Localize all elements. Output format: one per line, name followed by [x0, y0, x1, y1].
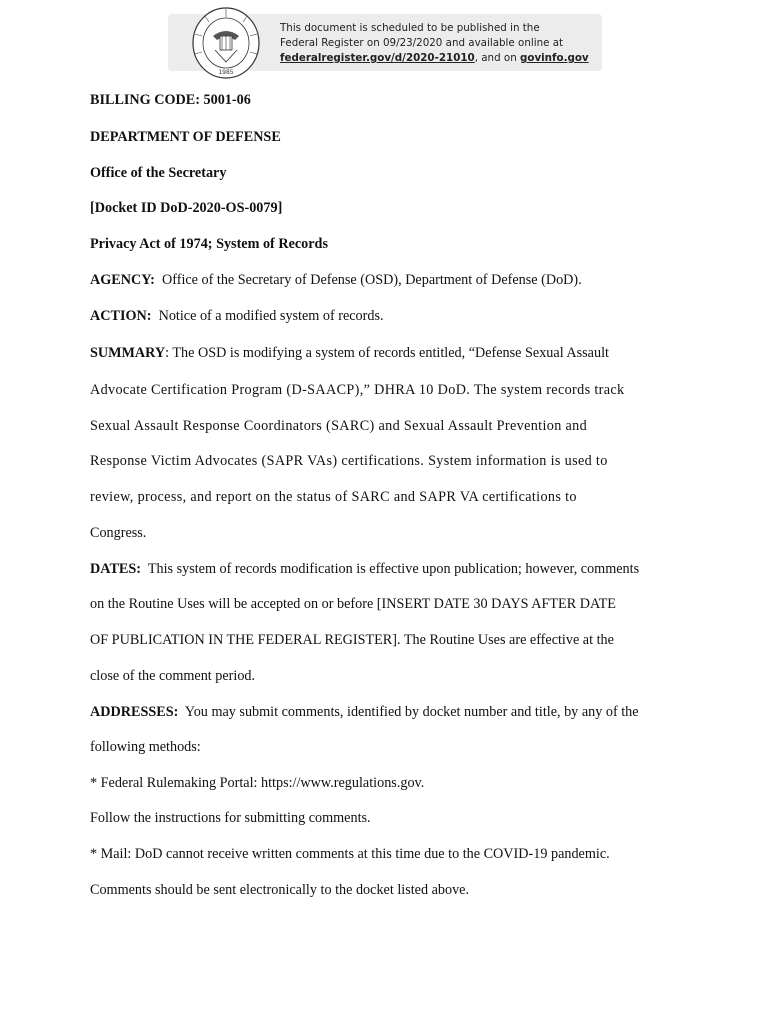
- dates-text-1: This system of records modification is effective upon publication; however, comments: [147, 561, 640, 577]
- summary-line-3: Sexual Assault Response Coordinators (SARC) and Sexual Assault Prevention and: [90, 418, 588, 434]
- banner-line-3: [280, 51, 600, 66]
- addresses-line-1: [90, 704, 639, 721]
- agency-label: AGENCY:: [90, 272, 155, 288]
- dates-line-1: [90, 561, 639, 578]
- federalregister-link[interactable]: federalregister.gov/d/2020-21010: [280, 52, 475, 64]
- electronic-comments: Comments should be sent electronically to the docket listed above.: [90, 882, 470, 898]
- summary-text-1: : The OSD is modifying a system of records entitled, “Defense Sexual Assault: [165, 345, 609, 361]
- document-title: Privacy Act of 1974; System of Records: [90, 236, 328, 252]
- portal-bullet: * Federal Rulemaking Portal: https://www.regulations.gov.: [90, 775, 425, 791]
- addresses-text-1: You may submit comments, identified by docket number and title, by any of the: [184, 704, 639, 720]
- agency-text: Office of the Secretary of Defense (OSD), Department of Defense (DoD).: [162, 272, 582, 288]
- summary-line-6: Congress.: [90, 525, 147, 541]
- action-paragraph: [90, 308, 384, 325]
- action-label: ACTION:: [90, 308, 152, 324]
- agency-paragraph: [90, 272, 582, 289]
- action-text: Notice of a modified system of records.: [158, 308, 384, 324]
- dates-line-3: OF PUBLICATION IN THE FEDERAL REGISTER]. The Routine Uses are effective at the: [90, 632, 614, 648]
- national-archives-seal-icon: [191, 6, 261, 80]
- banner-line-2: Federal Register on 09/23/2020 and available online at: [280, 37, 564, 49]
- dates-line-4: close of the comment period.: [90, 668, 256, 684]
- docket-id: [Docket ID DoD-2020-OS-0079]: [90, 200, 283, 216]
- summary-line-4: Response Victim Advocates (SAPR VAs) certifications. System information is used to: [90, 453, 608, 469]
- summary-label: SUMMARY: [90, 345, 166, 361]
- summary-line-5: review, process, and report on the status of SARC and SAPR VA certifications to: [90, 489, 577, 505]
- addresses-label: ADDRESSES:: [90, 704, 179, 720]
- banner-text: [280, 21, 600, 66]
- banner-line-1: This document is scheduled to be published in the: [280, 22, 540, 34]
- department-heading: DEPARTMENT OF DEFENSE: [90, 129, 281, 145]
- summary-line-2: Advocate Certification Program (D-SAACP),” DHRA 10 DoD. The system records track: [90, 382, 625, 398]
- billing-code: BILLING CODE: 5001-06: [90, 92, 251, 108]
- dates-label: DATES:: [90, 561, 141, 577]
- addresses-line-2: following methods:: [90, 739, 201, 755]
- banner-mid-text: , and on: [474, 52, 520, 64]
- dates-line-2: on the Routine Uses will be accepted on or before [INSERT DATE 30 DAYS AFTER DATE: [90, 596, 616, 612]
- follow-instructions: Follow the instructions for submitting comments.: [90, 810, 371, 826]
- govinfo-link[interactable]: govinfo.gov: [520, 52, 589, 64]
- mail-bullet: * Mail: DoD cannot receive written comments at this time due to the COVID-19 pandemic.: [90, 846, 610, 862]
- seal-year: 1985: [218, 69, 234, 76]
- summary-line-1: [90, 345, 609, 362]
- office-heading: Office of the Secretary: [90, 165, 227, 181]
